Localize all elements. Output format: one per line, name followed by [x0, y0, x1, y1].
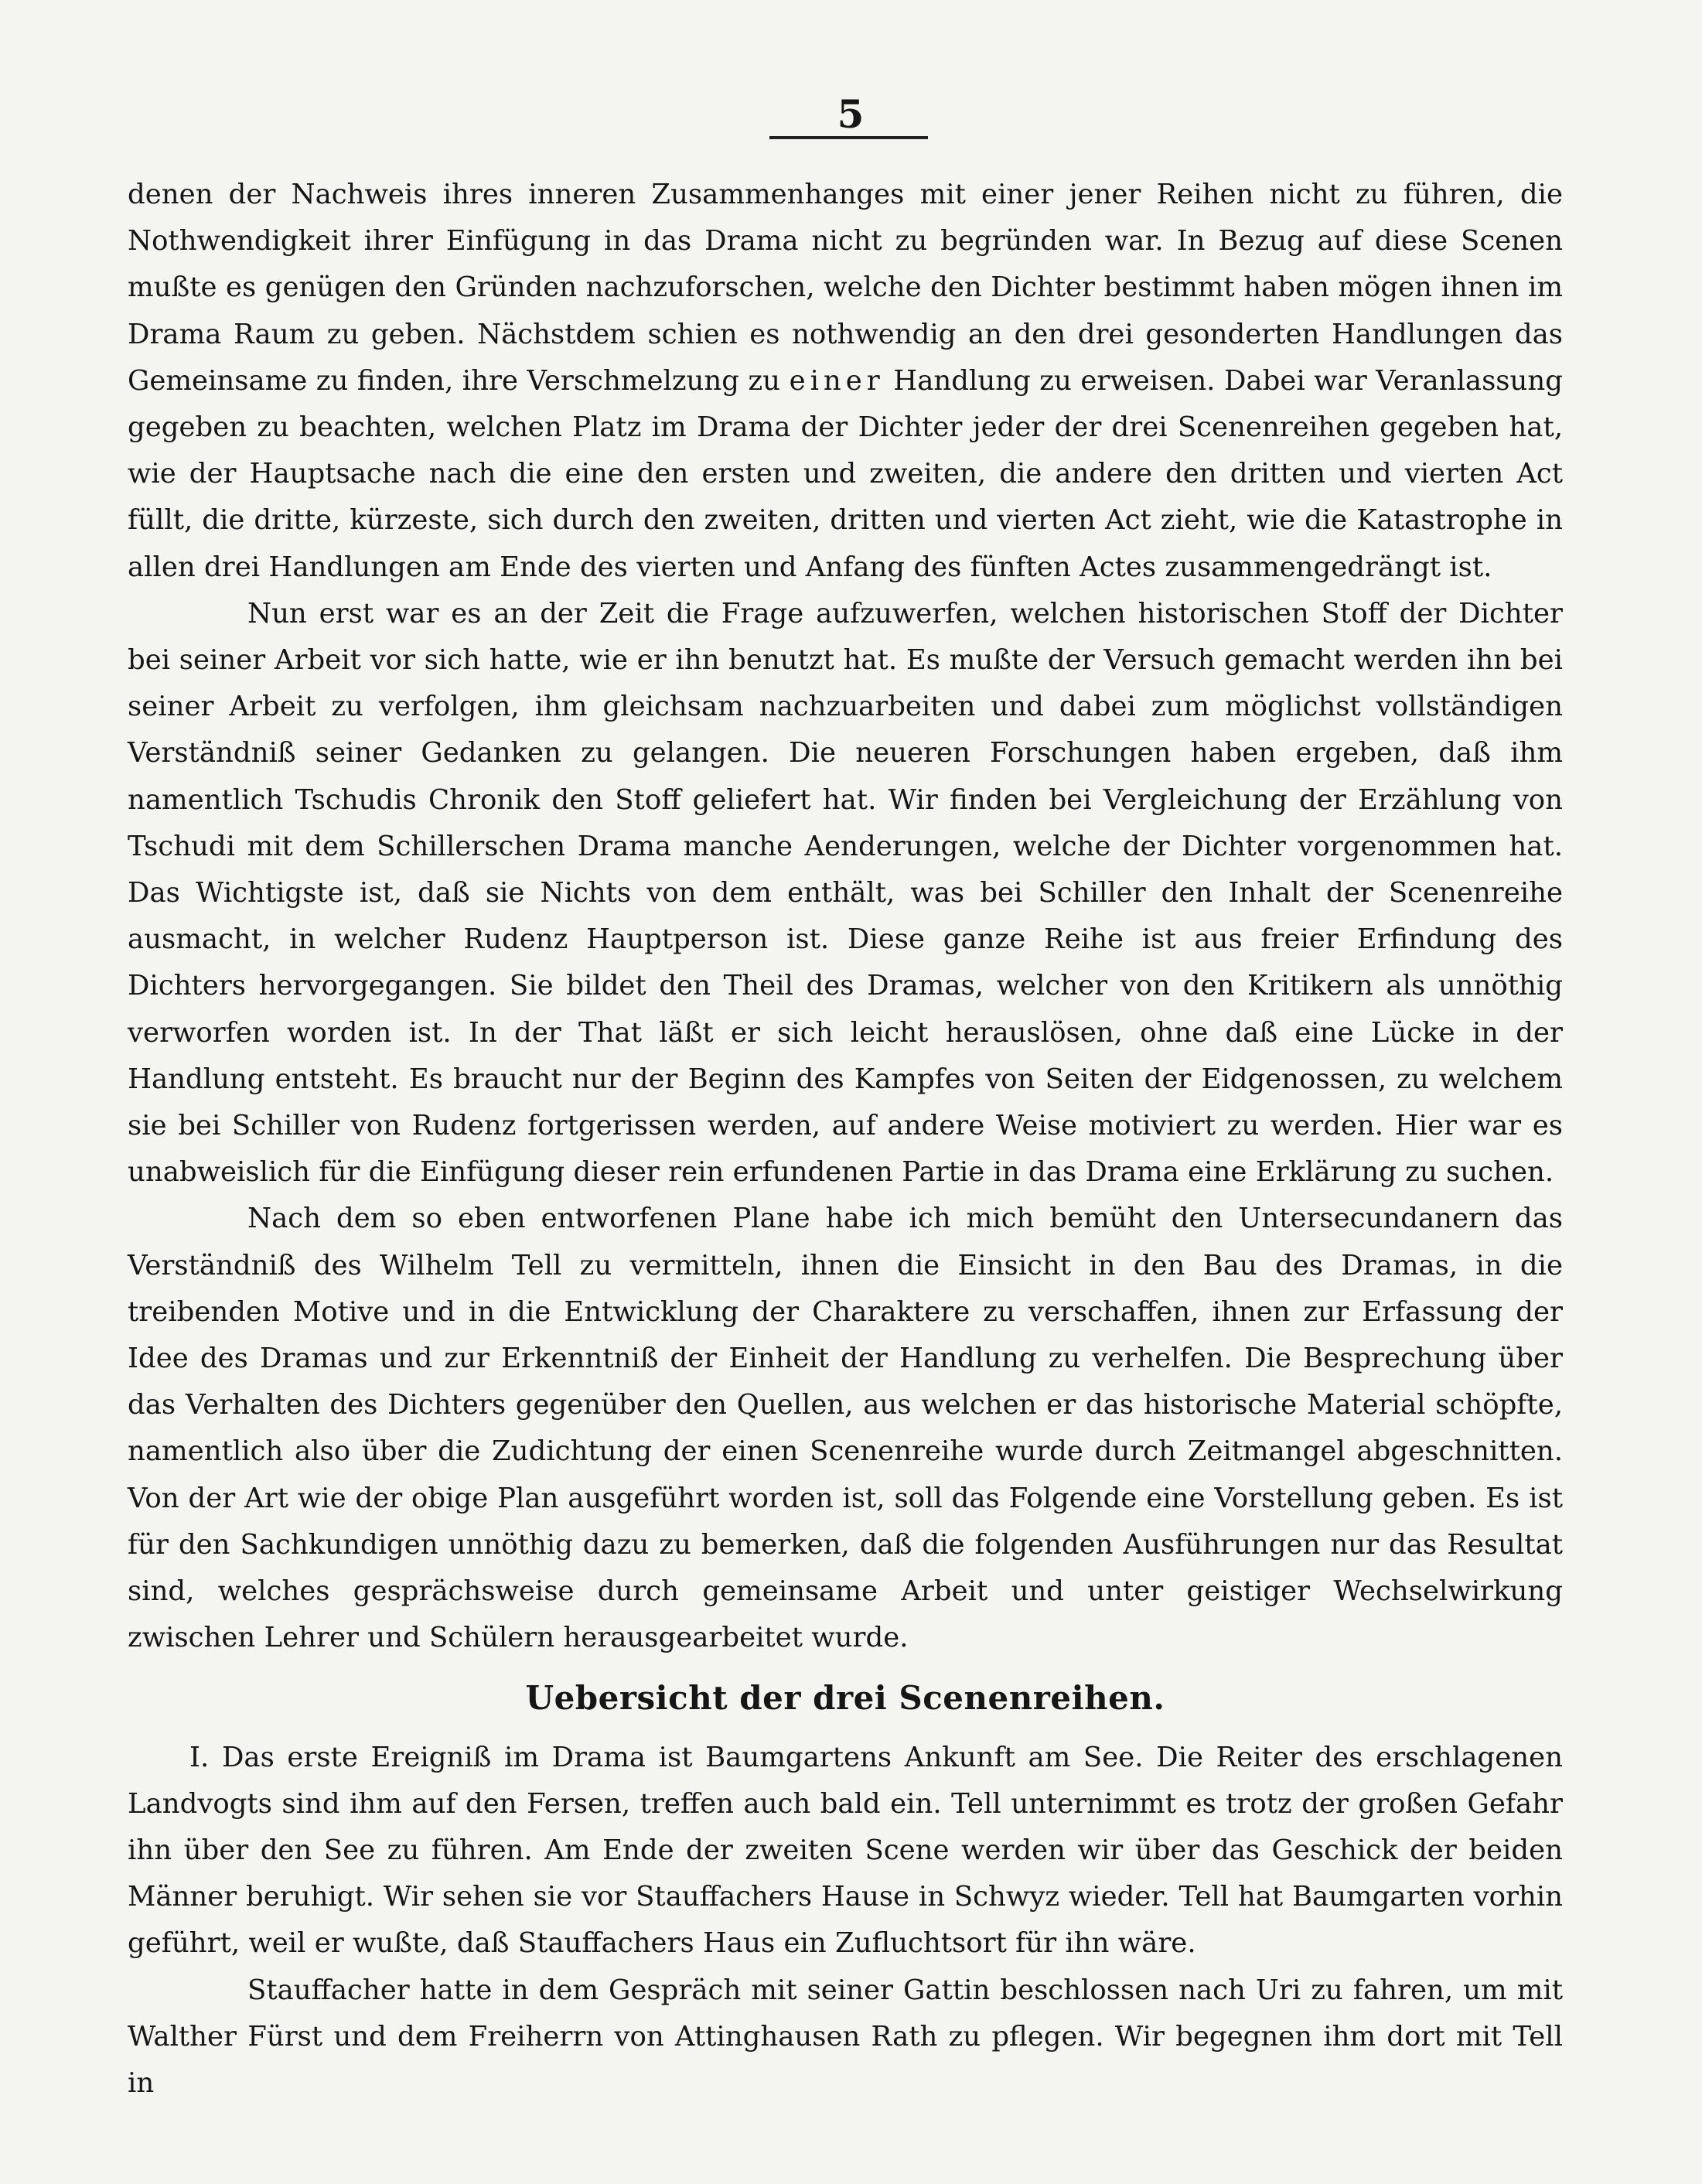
- section-heading: Uebersicht der drei Scenenreihen.: [525, 1678, 1165, 1717]
- page-number-rule: [769, 136, 928, 139]
- page-number: 5: [837, 91, 865, 137]
- emphasized-word: einer: [789, 364, 885, 397]
- section-paragraph-1: [128, 1735, 1563, 1967]
- section-number: I.: [189, 1741, 210, 1773]
- paragraph-1-part-a: denen der Nachweis ihres inneren Zusammenhanges mit einer jener Reihen nicht zu führen, die Nothwendigkeit ihrer Einfügung in das Drama nicht zu begründen war. In Bezug auf diese Scenen mußte es genügen den Gründen nachzuforschen, welche den Dichter bestimmt haben mögen ihnen im Drama Raum zu geben. Nächstdem schien es nothwendig an den drei gesonderten Handlungen das Gemeinsame zu finden, ihre Verschmelzung zu: [128, 179, 1563, 397]
- paragraph-historical-sources: Nun erst war es an der Zeit die Frage aufzuwerfen, welchen historischen Stoff der Dichter bei seiner Arbeit vor sich hatte, wie er ihn benutzt hat. Es mußte der Versuch gemacht werden ihn bei seiner Arbeit zu verfolgen, ihm gleichsam nachzuarbeiten und dabei zum möglichst vollständigen Verständniß seiner Gedanken zu gelangen. Die neueren Forschungen haben ergeben, daß ihm namentlich Tschudis Chronik den Stoff geliefert hat. Wir finden bei Vergleichung der Erzählung von Tschudi mit dem Schillerschen Drama manche Aenderungen, welche der Dichter vorgenommen hat. Das Wichtigste ist, daß sie Nichts von dem enthält, was bei Schiller den Inhalt der Scenenreihe ausmacht, in welcher Rudenz Hauptperson ist. Diese ganze Reihe ist aus freier Erfindung des Dichters hervorgegangen. Sie bildet den Theil des Dramas, welcher von den Kritikern als unnöthig verworfen worden ist. In der That läßt er sich leicht herauslösen, ohne daß eine Lücke in der Handlung entsteht. Es braucht nur der Beginn des Kampfes von Seiten der Eidgenossen, zu welchem sie bei Schiller von Rudenz fortgerissen werden, auf andere Weise motiviert zu werden. Hier war es unabweislich für die Einfügung dieser rein erfundenen Partie in das Drama eine Erklärung zu suchen.: [128, 597, 1563, 1189]
- paragraph-continuation: [128, 172, 1563, 591]
- paragraph-teaching-plan: Nach dem so eben entworfenen Plane habe ich mich bemüht den Untersecundanern das Verständniß des Wilhelm Tell zu vermitteln, ihnen die Einsicht in den Bau des Dramas, in die treibenden Motive und in die Entwicklung der Charaktere zu verschaffen, ihnen zur Erfassung der Idee des Dramas und zur Erkenntniß der Einheit der Handlung zu verhelfen. Die Besprechung über das Verhalten des Dichters gegenüber den Quellen, aus welchen er das historische Material schöpfte, namentlich also über die Zudichtung der einen Scenenreihe wurde durch Zeitmangel abgeschnitten. Von der Art wie der obige Plan ausgeführt worden ist, soll das Folgende eine Vorstellung geben. Es ist für den Sachkundigen unnöthig dazu zu bemerken, daß die folgenden Ausführungen nur das Resultat sind, welches gesprächsweise durch gemeinsame Arbeit und unter geistiger Wechselwirkung zwischen Lehrer und Schülern herausgearbeitet wurde.: [128, 1203, 1563, 1654]
- body-text: [128, 172, 1563, 2107]
- section-paragraph-1-text: Das erste Ereigniß im Drama ist Baumgartens Ankunft am See. Die Reiter des erschlagenen Landvogts sind ihm auf den Fersen, treffen auch bald ein. Tell unternimmt es trotz der großen Gefahr ihn über den See zu führen. Am Ende der zweiten Scene werden wir über das Geschick der beiden Männer beruhigt. Wir sehen sie vor Stauffachers Hause in Schwyz wieder. Tell hat Baumgarten vorhin geführt, weil er wußte, daß Stauffachers Haus ein Zufluchtsort für ihn wäre.: [128, 1741, 1563, 1960]
- section-paragraph-2: Stauffacher hatte in dem Gespräch mit seiner Gattin beschlossen nach Uri zu fahren, um mit Walther Fürst und dem Freiherrn von Attinghausen Rath zu pflegen. Wir begegnen ihm dort mit Tell in: [128, 1974, 1563, 2099]
- paragraph-1-part-b: Handlung zu erweisen. Dabei war Veranlassung gegeben zu beachten, welchen Platz im Drama der Dichter jeder der drei Scenenreihen gegeben hat, wie der Hauptsache nach die eine den ersten und zweiten, die andere den dritten und vierten Act füllt, die dritte, kürzeste, sich durch den zweiten, dritten und vierten Act zieht, wie die Katastrophe in allen drei Handlungen am Ende des vierten und Anfang des fünften Actes zusammengedrängt ist.: [128, 364, 1563, 583]
